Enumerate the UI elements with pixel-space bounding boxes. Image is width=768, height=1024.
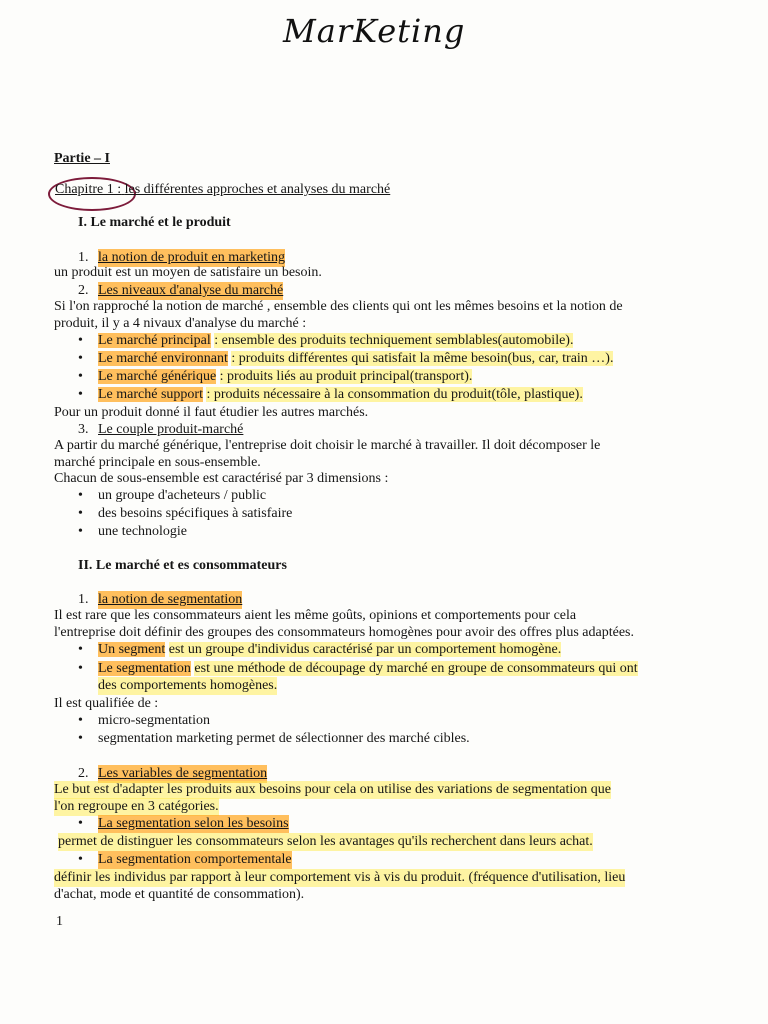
s1-item3-para-line2: marché principale en sous-ensemble. xyxy=(54,455,261,470)
section-2-heading: II. Le marché et es consommateurs xyxy=(78,558,287,573)
s2-item1-heading: la notion de segmentation xyxy=(98,592,243,607)
s2-item2-para-line2: l'on regroupe en 3 catégories. xyxy=(54,799,219,814)
s2-item2-para-line1: Le but est d'adapter les produits aux besoins pour cela on utilise des variations de segmentation que xyxy=(54,782,611,797)
bullet-text: est une méthode de découpage dy marché en groupe de consommateurs qui ont xyxy=(194,661,638,676)
bullet-dot: • xyxy=(78,524,83,539)
bullet-term: Un segment xyxy=(98,642,166,657)
chapter-heading xyxy=(55,181,390,199)
s1-item3-heading: Le couple produit-marché xyxy=(98,422,244,437)
bullet-dot: • xyxy=(78,852,83,867)
bullet-text: est un groupe d'individus caractérisé par un comportement homogène. xyxy=(168,642,562,657)
document-title: MarKeting xyxy=(283,12,466,50)
bullet-dot: • xyxy=(78,661,83,676)
section-1-heading: I. Le marché et le produit xyxy=(78,215,231,230)
s1-dimension-bullet-1: un groupe d'acheteurs / public xyxy=(98,488,267,503)
partie-heading: Partie – I xyxy=(54,151,110,166)
bullet-text: : ensemble des produits techniquement semblables(automobile). xyxy=(214,333,574,348)
s2-item2-number: 2. xyxy=(78,766,89,781)
s1-market-bullet-4 xyxy=(98,386,583,404)
bullet-text: : produits différentes qui satisfait la même besoin(bus, car, train …). xyxy=(231,351,614,366)
s2-variable-bullet-2-line2: d'achat, mode et quantité de consommation). xyxy=(54,887,305,902)
bullet-text: : produits liés au produit principal(transport). xyxy=(219,369,473,384)
s1-item2-para-line2: produit, il y a 4 nivaux d'analyse du marché : xyxy=(54,316,307,331)
bullet-term: Le marché support xyxy=(98,387,203,402)
s2-qualified-bullet-1: micro-segmentation xyxy=(98,713,210,728)
bullet-term: Le marché générique xyxy=(98,369,217,384)
s2-variable-bullet-1-text: permet de distinguer les consommateurs selon les avantages qu'ils recherchent dans leurs achat. xyxy=(58,834,593,849)
bullet-dot: • xyxy=(78,816,83,831)
s1-item3-para-line1: A partir du marché générique, l'entreprise doit choisir le marché à travailler. Il doit décomposer le xyxy=(54,438,601,453)
bullet-dot: • xyxy=(78,369,83,384)
s2-variable-bullet-2-line1: définir les individus par rapport à leur comportement vis à vis du produit. (fréquence d'utilisation, lieu xyxy=(54,870,626,885)
s1-item1-heading: la notion de produit en marketing xyxy=(98,250,286,265)
page-number: 1 xyxy=(56,914,63,929)
s2-qualified-bullet-2: segmentation marketing permet de sélectionner des marché cibles. xyxy=(98,731,470,746)
s1-item2-para-line1: Si l'on rapproché la notion de marché , ensemble des clients qui ont les mêmes besoins et la notion de xyxy=(54,299,623,314)
bullet-dot: • xyxy=(78,731,83,746)
chapter-title: les différentes approches et analyses du marché xyxy=(124,182,391,197)
bullet-dot: • xyxy=(78,506,83,521)
s2-segment-bullet-2 xyxy=(98,660,638,678)
bullet-dot: • xyxy=(78,713,83,728)
s1-item3-para-line3: Chacun de sous-ensemble est caractérisé par 3 dimensions : xyxy=(54,471,389,486)
s1-item2-number: 2. xyxy=(78,283,89,298)
s2-item2-heading: Les variables de segmentation xyxy=(98,766,268,781)
s2-variable-bullet-2: La segmentation comportementale xyxy=(98,852,292,867)
s2-qualified-label: Il est qualifiée de : xyxy=(54,696,159,711)
s1-market-bullet-2 xyxy=(98,350,613,368)
s1-dimension-bullet-3: une technologie xyxy=(98,524,188,539)
s2-item1-number: 1. xyxy=(78,592,89,607)
bullet-dot: • xyxy=(78,488,83,503)
bullet-dot: • xyxy=(78,642,83,657)
s2-item1-para-line1: Il est rare que les consommateurs aient les même goûts, opinions et comportements pour cela xyxy=(54,608,577,623)
bullet-dot: • xyxy=(78,351,83,366)
s2-variable-bullet-1: La segmentation selon les besoins xyxy=(98,816,289,831)
bullet-dot: • xyxy=(78,333,83,348)
s1-item1-number: 1. xyxy=(78,250,89,265)
s1-dimension-bullet-2: des besoins spécifiques à satisfaire xyxy=(98,506,293,521)
s1-item2-heading: Les niveaux d'analyse du marché xyxy=(98,283,284,298)
bullet-text: : produits nécessaire à la consommation du produit(tôle, plastique). xyxy=(206,387,583,402)
s1-market-bullet-1 xyxy=(98,332,573,350)
bullet-term: Le segmentation xyxy=(98,661,191,676)
bullet-term: Le marché environnant xyxy=(98,351,228,366)
bullet-dot: • xyxy=(78,387,83,402)
bullet-term: Le marché principal xyxy=(98,333,211,348)
s1-item2-after: Pour un produit donné il faut étudier les autres marchés. xyxy=(54,405,369,420)
s2-item1-para-line2: l'entreprise doit définir des groupes des consommateurs homogènes pour avoir des offres plus adaptées. xyxy=(54,625,635,640)
s2-segment-bullet-1 xyxy=(98,641,561,659)
s1-market-bullet-3 xyxy=(98,368,472,386)
s2-segment-bullet-2-cont: des comportements homogènes. xyxy=(98,678,278,693)
s1-item3-number: 3. xyxy=(78,422,89,437)
s1-item1-text: un produit est un moyen de satisfaire un besoin. xyxy=(54,265,322,280)
chapter-label: Chapitre 1 : xyxy=(55,182,122,197)
